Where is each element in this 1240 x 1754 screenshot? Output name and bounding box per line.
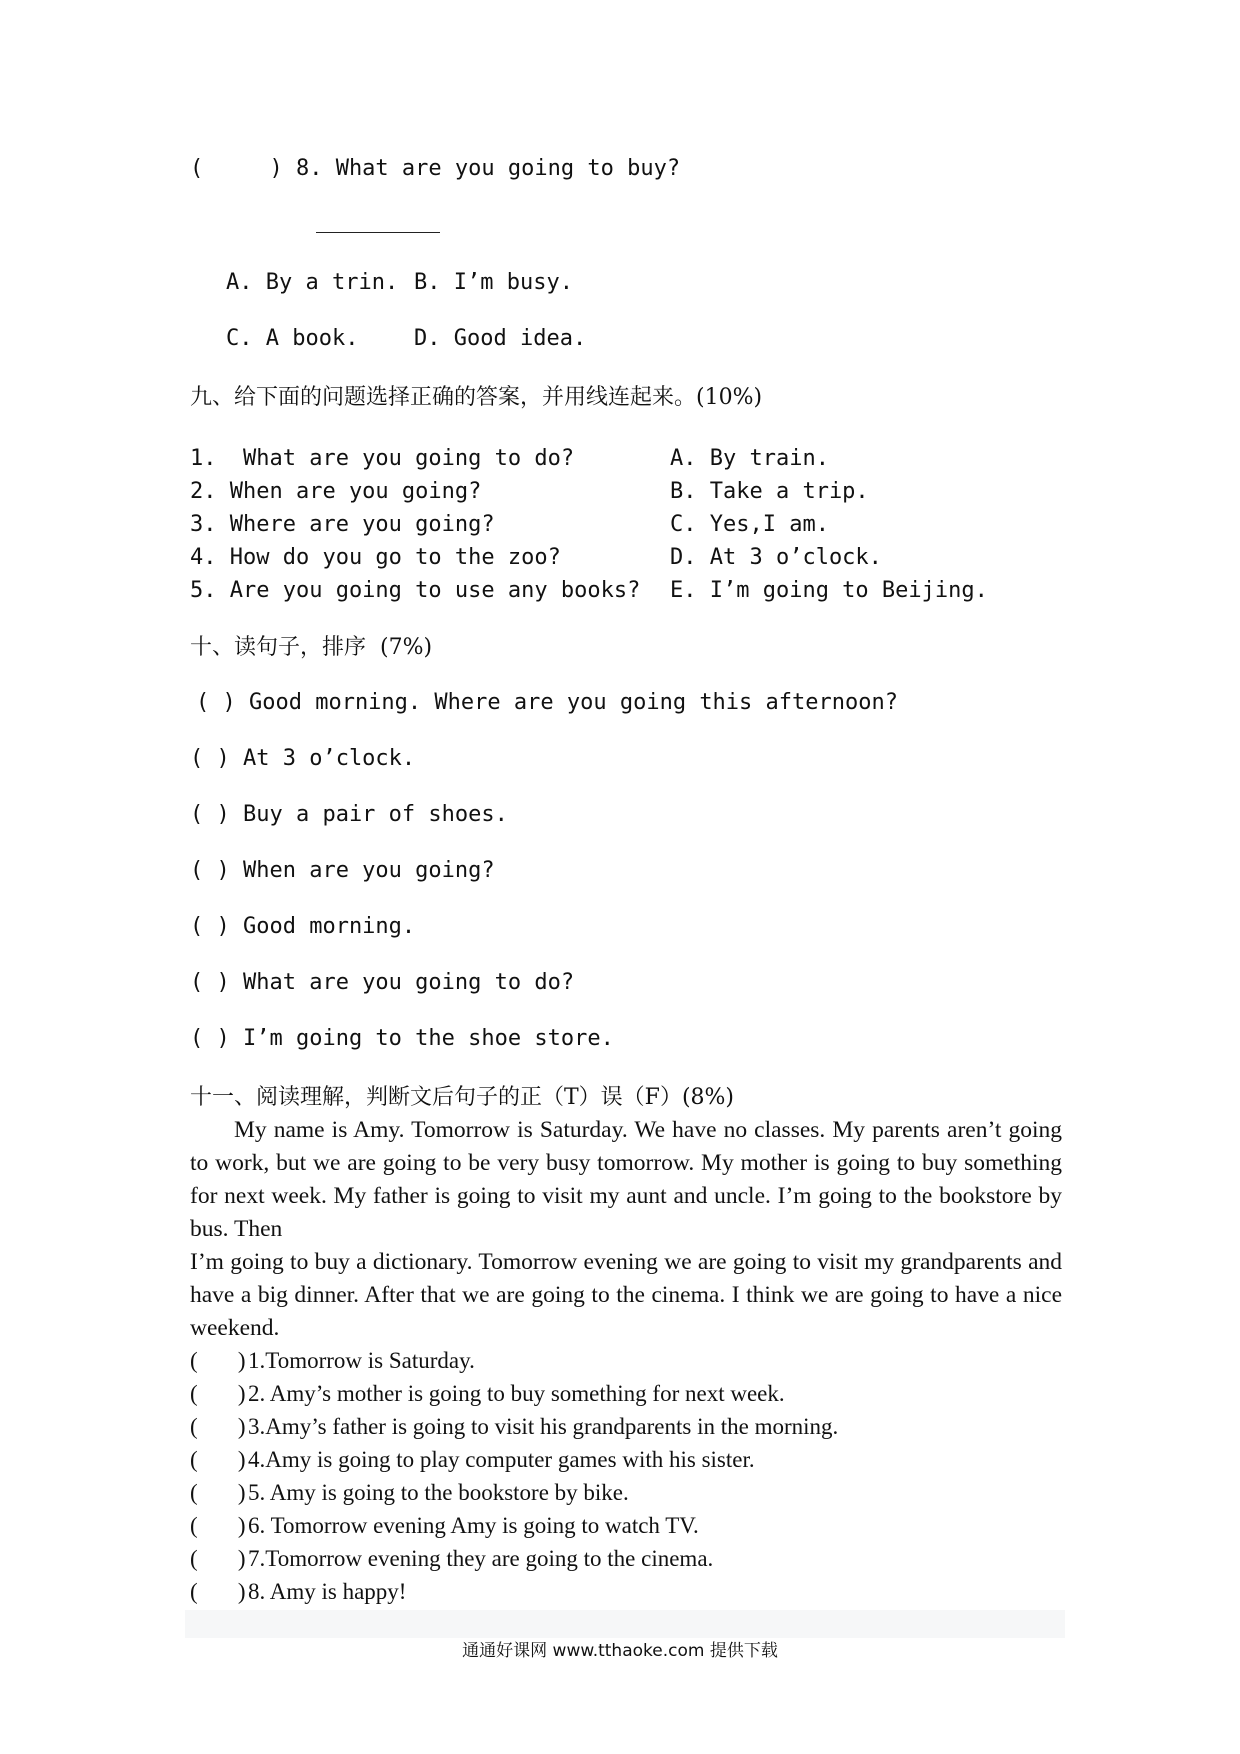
answer-paren: ( ) <box>190 1579 246 1604</box>
matching-question: 3. Where are you going? <box>190 512 495 537</box>
matching-answer: B. Take a trip. <box>670 479 869 504</box>
statement-text: 4.Amy is going to play computer games with his sister. <box>248 1447 755 1472</box>
answer-paren: ( ) <box>190 1513 246 1538</box>
answer-blank-line <box>316 232 440 233</box>
footer-text: 通通好课网 www.tthaoke.com 提供下载 <box>462 1641 778 1661</box>
ordering-item: ( ) Good morning. <box>190 914 416 939</box>
statement-text: 2. Amy’s mother is going to buy something for next week. <box>248 1381 785 1406</box>
true-false-item <box>190 1381 785 1407</box>
answer-paren: ( ) <box>190 1414 246 1439</box>
q8-option-a: A. By a trin. <box>226 270 399 295</box>
true-false-item <box>190 1513 699 1539</box>
passage-paragraph: I’m going to buy a dictionary. Tomorrow evening we are going to visit my grandparents and have a big dinner. After that we are going to the cinema. I think we are going to have a nice weekend. <box>190 1249 1062 1341</box>
true-false-item <box>190 1447 755 1473</box>
answer-paren: ( ) <box>190 1546 246 1571</box>
ordering-item: ( ) When are you going? <box>190 858 495 883</box>
section11-heading: 十一、阅读理解，判断文后句子的正（T）误（F）(8%) <box>190 1085 735 1110</box>
ordering-item: ( ) Buy a pair of shoes. <box>190 802 508 827</box>
true-false-item <box>190 1480 629 1506</box>
matching-answer: D. At 3 o’clock. <box>670 545 882 570</box>
q8-option-b: B. I’m busy. <box>414 270 573 295</box>
passage-paragraph: My name is Amy. Tomorrow is Saturday. We have no classes. My parents aren’t going to work, but we are going to be very busy tomorrow. My mother is going to buy something for next week. My father is going to visit my aunt and uncle. I’m going to the bookstore by bus. Then <box>190 1117 1062 1242</box>
q8-option-d: D. Good idea. <box>414 326 587 351</box>
statement-text: 5. Amy is going to the bookstore by bike. <box>248 1480 629 1505</box>
statement-text: 1.Tomorrow is Saturday. <box>248 1348 475 1373</box>
true-false-item <box>190 1414 838 1440</box>
ordering-item: ( ) I’m going to the shoe store. <box>190 1026 614 1051</box>
footer-band <box>185 1610 1065 1638</box>
ordering-item: ( ) At 3 o’clock. <box>190 746 416 771</box>
true-false-item <box>190 1579 406 1605</box>
statement-text: 7.Tomorrow evening they are going to the cinema. <box>248 1546 714 1571</box>
q8-option-c: C. A book. <box>226 326 359 351</box>
statement-text: 3.Amy’s father is going to visit his grandparents in the morning. <box>248 1414 839 1439</box>
statement-text: 8. Amy is happy! <box>248 1579 407 1604</box>
answer-paren: ( ) <box>190 1447 246 1472</box>
answer-paren: ( ) <box>190 1480 246 1505</box>
matching-question: 4. How do you go to the zoo? <box>190 545 561 570</box>
section10-heading: 十、读句子，排序 (7%) <box>190 635 433 660</box>
true-false-item <box>190 1348 475 1374</box>
ordering-item: ( ) What are you going to do? <box>190 970 575 995</box>
matching-question: 5. Are you going to use any books? <box>190 578 641 603</box>
reading-passage <box>190 1114 1062 1345</box>
matching-answer: E. I’m going to Beijing. <box>670 578 988 603</box>
matching-question: 2. When are you going? <box>190 479 482 504</box>
true-false-item <box>190 1546 713 1572</box>
q8-question: ( ) 8. What are you going to buy? <box>190 156 681 181</box>
matching-answer: C. Yes,I am. <box>670 512 829 537</box>
answer-paren: ( ) <box>190 1348 246 1373</box>
answer-paren: ( ) <box>190 1381 246 1406</box>
matching-answer: A. By train. <box>670 446 829 471</box>
statement-text: 6. Tomorrow evening Amy is going to watch TV. <box>248 1513 699 1538</box>
matching-question: 1. What are you going to do? <box>190 446 575 471</box>
ordering-item: ( ) Good morning. Where are you going this afternoon? <box>196 690 898 715</box>
section9-heading: 九、给下面的问题选择正确的答案，并用线连起来。(10%) <box>190 385 763 410</box>
